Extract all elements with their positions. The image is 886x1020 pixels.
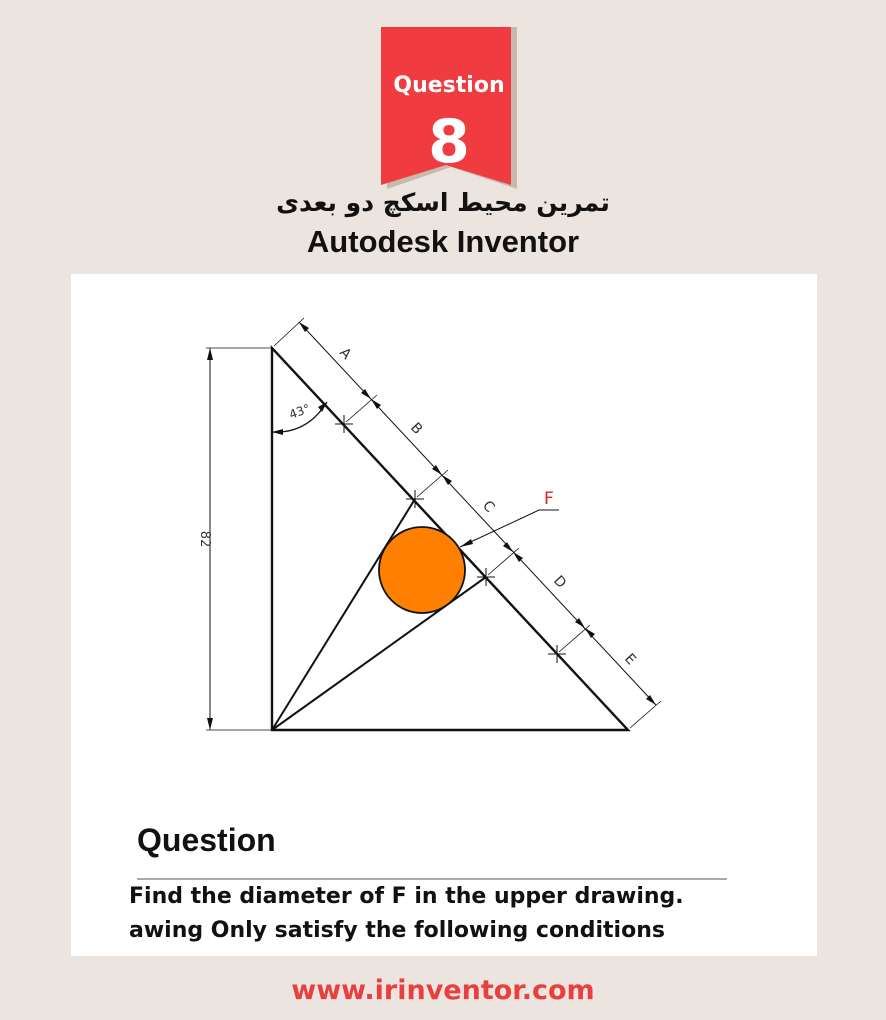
segment-label-e: E: [621, 650, 639, 669]
height-arrow-bottom: [207, 718, 213, 730]
segment-label-b: B: [407, 419, 426, 438]
question-line-1: Find the diameter of F in the upper drawing.: [129, 884, 684, 909]
segment-label-a: A: [336, 344, 355, 363]
segment-extension-2: [417, 470, 448, 497]
segment-arrow-e-start: [585, 628, 595, 638]
angle-arrow-left: [272, 429, 283, 435]
question-banner: [381, 27, 517, 189]
banner-label: Question: [393, 73, 505, 98]
segment-arrow-c-end: [503, 542, 513, 552]
app-title: Autodesk Inventor: [306, 224, 580, 259]
question-line-2: awing Only satisfy the following conditions: [129, 918, 665, 943]
segment-arrow-c-start: [442, 475, 452, 485]
segment-extension-5: [630, 701, 661, 728]
height-label: 82: [197, 530, 212, 548]
circle-f: [379, 527, 465, 613]
question-divider: [137, 878, 727, 880]
drawing-card: [71, 274, 817, 956]
segment-arrow-b-start: [371, 399, 381, 409]
circle-leader: [460, 510, 559, 547]
segment-dimension-line: [299, 322, 656, 705]
circle-leader-arrow: [460, 539, 473, 547]
segment-extension-1: [346, 395, 377, 422]
segment-label-c: C: [479, 497, 498, 516]
segment-extension-3: [488, 548, 519, 575]
angle-label: 43°: [287, 401, 313, 422]
banner-number: 8: [428, 107, 470, 177]
question-heading: Question: [137, 822, 276, 858]
circle-label: F: [544, 489, 554, 509]
inner-line-upper: [272, 499, 415, 730]
persian-subtitle: تمرین محیط اسکچ دو بعدی: [276, 188, 610, 217]
website-link[interactable]: www.irinventor.com: [291, 975, 595, 1006]
height-arrow-top: [207, 348, 213, 360]
segment-labels: [336, 345, 639, 668]
segment-dimension: [274, 318, 661, 728]
segment-label-d: D: [550, 572, 570, 592]
